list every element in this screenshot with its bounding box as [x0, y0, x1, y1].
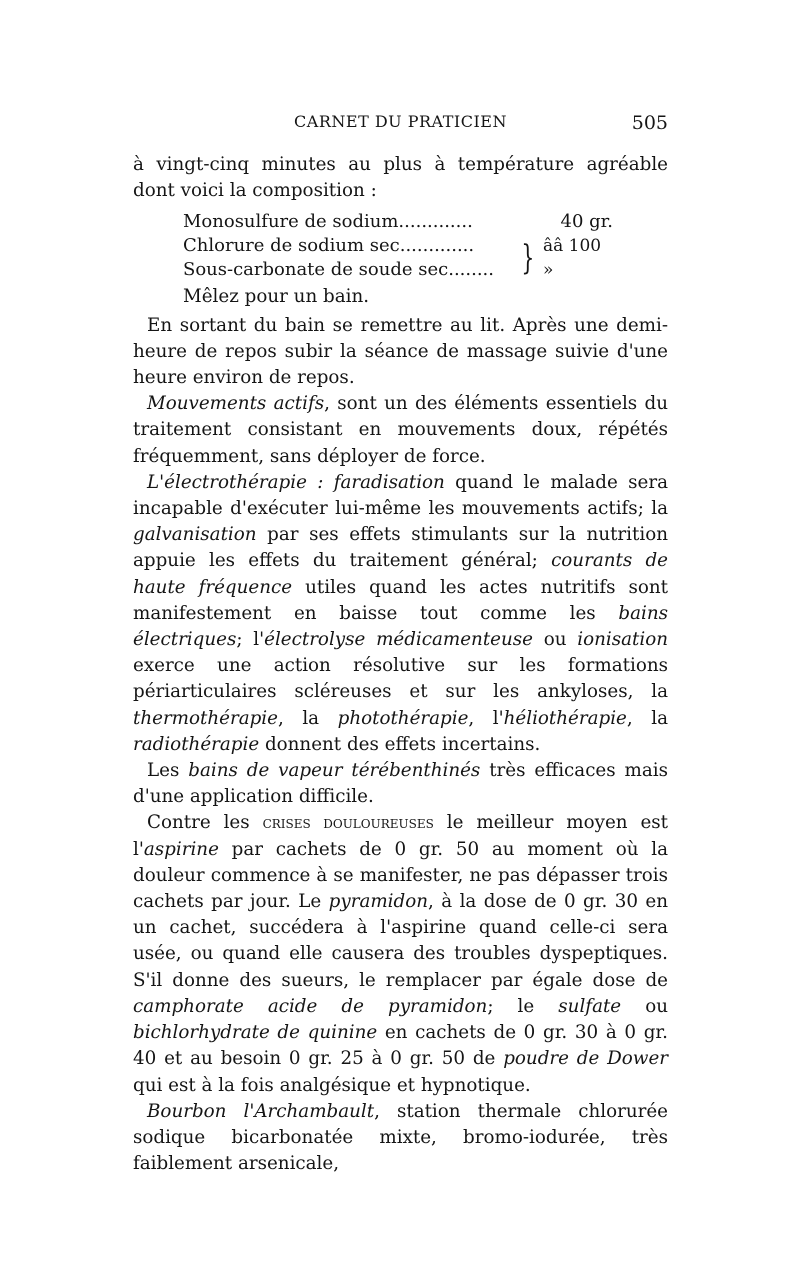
- page-number: 505: [631, 112, 668, 134]
- recipe-item-name: Monosulfure de sodium.............: [183, 211, 473, 233]
- recipe-instruction: Mêlez pour un bain.: [183, 286, 370, 308]
- paragraph: Les bains de vapeur térébenthinés très efficaces mais d'une application difficile.: [133, 760, 668, 808]
- paragraph: Mouvements actifs, sont un des éléments essentiels du traitement consistant en mouvements doux, répétés fréquemment, sans déployer de force.: [133, 393, 668, 467]
- recipe-group-qty: ââ 100 »: [543, 236, 602, 281]
- recipe-group: [183, 234, 613, 282]
- page-body: [133, 152, 668, 1177]
- page-header: [133, 112, 668, 140]
- recipe-item-qty: 40 gr.: [560, 211, 613, 233]
- recipe-item-name: Chlorure de sodium sec.............: [183, 235, 475, 257]
- italic-term: Bourbon l'Archambault: [147, 1100, 375, 1122]
- italic-term: L'électrothérapie : faradisation: [147, 471, 445, 493]
- small-caps-term: crises douloureuses: [262, 813, 434, 834]
- brace-symbol: }: [521, 238, 535, 279]
- italic-term: Mouvements actifs: [147, 393, 325, 415]
- recipe-item-name: Sous-carbonate de soude sec........: [183, 259, 494, 281]
- recipe-list: [133, 210, 613, 282]
- paragraph: L'électrothérapie : faradisation quand le malade sera incapable d'exécuter lui-même les mouvements actifs; la galvanisation par ses effets stimulants sur la nutrition appuie les effets du traitement général; courants de haute fréquence utiles quand les actes nutritifs sont manifestement en baisse tout comme les bains électriques; l'électrolyse médicamenteuse ou ionisation exerce une action résolutive sur les formations périarticulaires scléreuses et sur les ankyloses, la thermothérapie, la photothérapie, l'héliothérapie, la radiothérapie donnent des effets incertains.: [133, 471, 669, 755]
- running-title: CARNET DU PRATICIEN: [294, 112, 507, 131]
- intro-text: à vingt-cinq minutes au plus à température agréable dont voici la composition :: [133, 154, 668, 202]
- paragraph: Bourbon l'Archambault, station thermale chlorurée sodique bicarbonatée mixte, bromo-iodurée, très faiblement arsenicale,: [133, 1100, 668, 1175]
- paragraph: En sortant du bain se remettre au lit. Après une demi-heure de repos subir la séance de massage suivie d'une heure environ de repos.: [133, 314, 668, 389]
- recipe-item: [183, 210, 613, 234]
- paragraph: Contre les crises douloureuses le meilleur moyen est l'aspirine par cachets de 0 gr. 50 au moment où la douleur commence à se manifester, ne pas dépasser trois cachets par jour. Le pyramidon, à la dose de 0 gr. 30 en un cachet, succédera à l'aspirine quand celle-ci sera usée, ou quand elle causera des troubles dyspeptiques. S'il donne des sueurs, le remplacer par égale dose de camphorate acide de pyramidon; le sulfate ou bichlorhydrate de quinine en cachets de 0 gr. 30 à 0 gr. 40 et au besoin 0 gr. 25 à 0 gr. 50 de poudre de Dower qui est à la fois analgésique et hypnotique.: [133, 812, 669, 1096]
